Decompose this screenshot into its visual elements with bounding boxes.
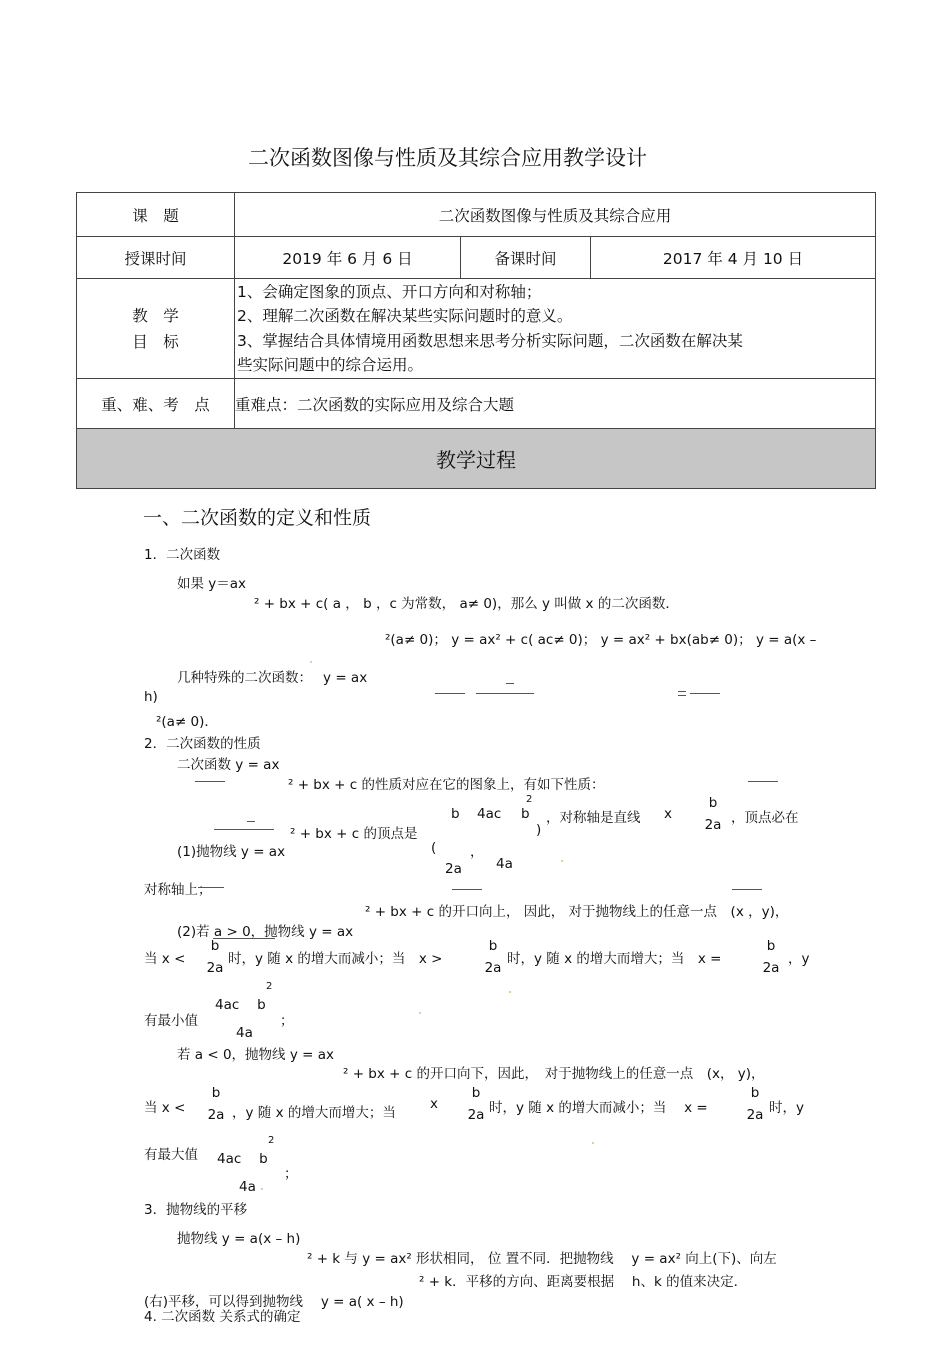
goal-item: 2、理解二次函数在解决某些实际问题时的意义。	[237, 307, 573, 325]
key-points-label: 重、难、考 点	[77, 379, 235, 429]
formula-denominator: 4a	[236, 1025, 253, 1041]
fraction-b-over-2a	[480, 935, 506, 979]
info-table	[76, 192, 876, 489]
fraction-denominator: 2a	[762, 960, 780, 976]
subsection-title: 2．二次函数的性质	[144, 736, 261, 752]
artifact-dash	[195, 781, 225, 782]
goals-content	[235, 279, 876, 379]
fraction-numerator: b	[708, 795, 718, 811]
goal-item: 1、会确定图象的顶点、开口方向和对称轴；	[237, 282, 542, 301]
text-line: (1)抛物线 y = ax	[177, 844, 286, 860]
scan-speck	[261, 1188, 263, 1190]
key-points-value: 重难点：二次函数的实际应用及综合大题	[235, 379, 876, 429]
artifact-dash	[247, 821, 255, 822]
artifact-dash	[435, 693, 465, 694]
formula-part: b	[451, 806, 460, 822]
fraction-b-over-2a	[202, 935, 228, 979]
fraction-denominator: 2a	[207, 1107, 225, 1123]
subsection-title: 1．二次函数	[144, 547, 221, 563]
formula-exponent: 2	[268, 1135, 275, 1146]
fraction-numerator: b	[750, 1085, 760, 1101]
goals-label-line-1: 教 学	[132, 306, 179, 325]
fraction-b-over-2a	[758, 935, 784, 979]
text-line: 如果 y＝ax	[177, 576, 247, 592]
artifact-dash	[732, 889, 762, 890]
artifact-dash	[476, 693, 534, 694]
text-line: ²(a≠ 0)； y = ax² + c( ac≠ 0)； y = ax² + bx(ab≠ 0)； y = a(x –	[385, 632, 817, 648]
fraction-numerator: b	[766, 938, 776, 954]
teach-time-value: 2019 年 6 月 6 日	[235, 237, 461, 279]
artifact-dash	[690, 693, 720, 694]
text-line: ² + k 与 y = ax² 形状相同， 位 置不同．把抛物线 y = ax² 向上(下)、向左	[307, 1251, 777, 1267]
text-line: ，y	[788, 951, 810, 967]
text-line: 当 x <	[144, 1100, 186, 1116]
formula-part: ，	[470, 844, 484, 860]
fraction-numerator: b	[210, 938, 220, 954]
text-line: ² + k．平移的方向、距离要根据 h、k 的值来决定．	[419, 1274, 748, 1290]
fraction-denominator: 2a	[704, 817, 722, 833]
text-line: 几种特殊的二次函数： y = ax	[177, 670, 368, 686]
artifact-dash	[214, 829, 274, 830]
text-line: 时，y 随 x 的增大而减小；当 x =	[489, 1100, 708, 1116]
fraction-b-over-2a	[203, 1082, 229, 1126]
text-line: 若 a < 0，抛物线 y = ax	[177, 1047, 334, 1063]
teach-time-label: 授课时间	[77, 237, 235, 279]
goals-label	[77, 279, 235, 379]
formula-exponent: 2	[526, 794, 533, 805]
prep-time-value: 2017 年 4 月 10 日	[591, 237, 876, 279]
formula-numerator: 4ac b	[217, 1151, 268, 1167]
text-line: 有最小值	[144, 1013, 198, 1029]
text-line: ² + bx + c 的开口向下，因此， 对于抛物线上的任意一点 (x， y)，	[343, 1066, 765, 1082]
fraction-numerator: b	[471, 1085, 481, 1101]
scan-speck	[509, 991, 511, 993]
formula-part: ；	[284, 1166, 298, 1182]
fraction-b-over-2a	[700, 792, 726, 836]
formula-part: x	[664, 806, 672, 822]
fraction-denominator: 2a	[484, 960, 502, 976]
subsection-title: 4. 二次函数 关系式的确定	[144, 1309, 301, 1325]
course-label: 课 题	[77, 193, 235, 237]
text-line: 时，y 随 x 的增大而增大；当 x =	[507, 951, 722, 967]
prep-time-label: 备课时间	[461, 237, 591, 279]
scan-speck	[592, 1142, 594, 1144]
goals-label-line-2: 目 标	[132, 332, 179, 351]
fraction-b-over-2a	[742, 1082, 768, 1126]
artifact-dash	[198, 887, 224, 888]
text-line: 对称轴上；	[144, 882, 212, 898]
text-line: ，y 随 x 的增大而增大；当	[232, 1105, 396, 1121]
goal-item: 3、掌握结合具体情境用函数思想来思考分析实际问题，二次函数在解决某	[237, 331, 743, 350]
scan-speck	[561, 860, 563, 862]
artifact-dash	[452, 889, 482, 890]
text-line: ，对称轴是直线	[546, 810, 641, 826]
document-title: 二次函数图像与性质及其综合应用教学设计	[248, 146, 647, 170]
text-line: 时，y 随 x 的增大而减小；当 x >	[228, 951, 443, 967]
artifact-dash	[678, 691, 686, 692]
section-heading: 一、二次函数的定义和性质	[143, 507, 372, 529]
text-line: 抛物线 y = a(x – h)	[177, 1231, 301, 1247]
fraction-denominator: 2a	[746, 1107, 764, 1123]
text-line: 当 x <	[144, 951, 186, 967]
scan-speck	[310, 661, 312, 663]
text-line: 二次函数 y = ax	[177, 757, 280, 773]
scan-speck	[419, 1012, 421, 1014]
formula-part: 4ac	[477, 806, 502, 822]
text-line: ，顶点必在	[731, 810, 799, 826]
formula-part: 2a	[445, 861, 462, 877]
formula-part: (	[431, 840, 437, 856]
process-header: 教学过程	[77, 429, 876, 489]
formula-part: 4a	[496, 856, 513, 872]
text-line: ² + bx + c 的开口向上， 因此， 对于抛物线上的任意一点 (x ，y)，	[365, 904, 789, 920]
fraction-denominator: 2a	[467, 1107, 485, 1123]
artifact-dash	[748, 781, 778, 782]
fraction-numerator: b	[211, 1085, 221, 1101]
artifact-dash	[506, 683, 514, 684]
goal-item: 些实际问题中的综合运用。	[237, 356, 424, 374]
formula-part: ；	[280, 1013, 294, 1029]
text-line: (右)平移，可以得到抛物线 y = a( x – h)	[144, 1294, 404, 1310]
subsection-title: 3．抛物线的平移	[144, 1202, 248, 1218]
fraction-b-over-2a	[463, 1082, 489, 1126]
text-line: ²(a≠ 0)．	[156, 714, 218, 730]
text-line: ² + bx + c( a ， b ，c 为常数， a≠ 0)，那么 y 叫做 x 的二次函数．	[254, 596, 679, 612]
fraction-denominator: 2a	[206, 960, 224, 976]
text-line: ² + bx + c 的性质对应在它的图象上，有如下性质：	[288, 777, 605, 793]
text-line: h)	[144, 689, 158, 705]
formula-exponent: 2	[266, 981, 273, 992]
course-value: 二次函数图像与性质及其综合应用	[235, 193, 876, 237]
formula-denominator: 4a	[239, 1179, 256, 1195]
formula-numerator: 4ac b	[215, 997, 266, 1013]
artifact-dash	[678, 695, 686, 696]
fraction-numerator: b	[488, 938, 498, 954]
text-line: 有最大值	[144, 1147, 198, 1163]
formula-part: )	[536, 822, 542, 838]
formula-part: x	[430, 1096, 438, 1112]
formula-part: b	[521, 806, 530, 822]
text-line: ² + bx + c 的顶点是	[290, 826, 418, 842]
text-line: (2)若 a > 0，抛物线 y = ax	[177, 924, 354, 940]
text-line: 时，y	[769, 1100, 804, 1116]
